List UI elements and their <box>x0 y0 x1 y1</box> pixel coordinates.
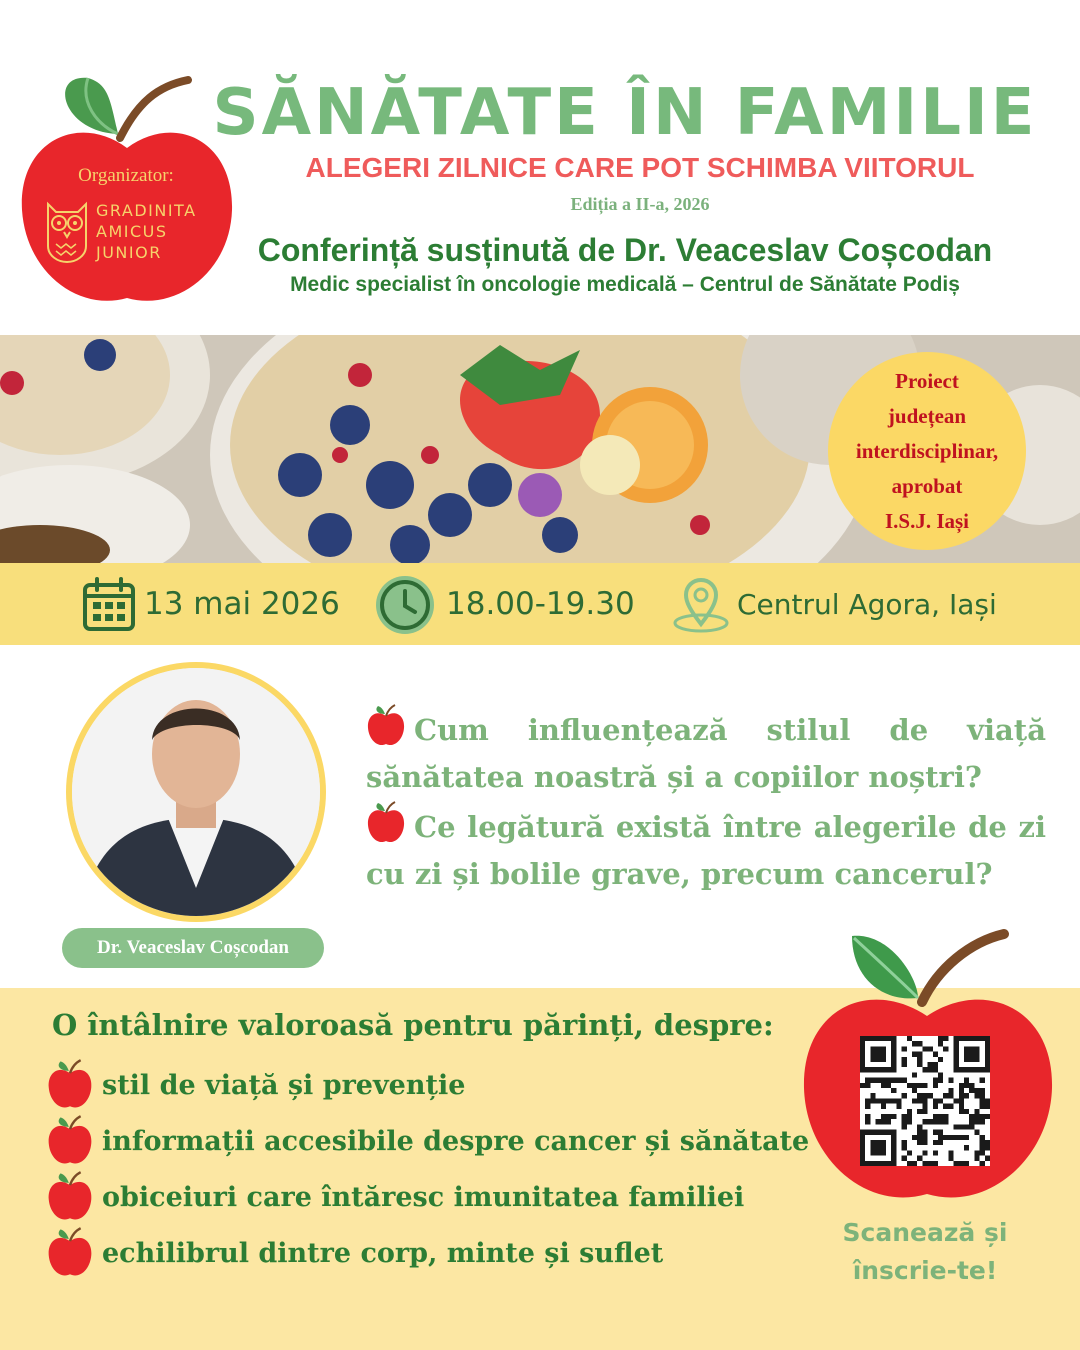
speaker-name-tag: Dr. Veaceslav Coșcodan <box>62 928 324 968</box>
speaker-heading: Conferință susținută de Dr. Veaceslav Coșcodan <box>257 232 993 268</box>
qr-code[interactable] <box>860 1036 990 1166</box>
apple-icon <box>46 1227 94 1279</box>
speaker-photo <box>72 668 320 916</box>
clock-icon <box>374 574 436 636</box>
owl-icon <box>42 196 92 264</box>
calendar-icon <box>82 576 136 632</box>
organizer-label: Organizator: <box>78 165 174 186</box>
event-time: 18.00-19.30 <box>446 586 635 622</box>
audience-list-item <box>46 1228 816 1278</box>
project-badge <box>828 352 1026 550</box>
badge-line: Proiect <box>895 368 959 393</box>
audience-item-text: stil de viață și prevenție <box>102 1069 466 1101</box>
signup-cta-line: înscrie-te! <box>852 1256 998 1285</box>
audience-list-item <box>46 1116 816 1166</box>
question-text: Cum influențează stilul de viață sănătatea noastră și a copiilor noștri? <box>366 713 1046 794</box>
audience-list-item <box>46 1172 816 1222</box>
page-title: SĂNĂTATE ÎN FAMILIE <box>212 76 1038 150</box>
organizer-name-line: JUNIOR <box>96 243 162 262</box>
badge-line: aprobat <box>891 473 963 498</box>
apple-icon <box>366 704 406 748</box>
question-item <box>366 801 1046 898</box>
speaker-specialty: Medic specialist în oncologie medicală – Centrul de Sănătate Podiș <box>290 273 960 296</box>
audience-list-item <box>46 1060 816 1110</box>
signup-cta-line: Scanează și <box>842 1218 1008 1247</box>
event-date: 13 mai 2026 <box>144 586 340 622</box>
audience-item-text: obiceiuri care întăresc imunitatea familiei <box>102 1181 745 1213</box>
signup-cta <box>820 1214 1030 1290</box>
page-subtitle: ALEGERI ZILNICE CARE POT SCHIMBA VIITORUL <box>305 152 975 183</box>
event-location: Centrul Agora, Iași <box>737 588 997 621</box>
questions-block <box>366 704 1046 898</box>
edition-label: Ediția a II-a, 2026 <box>570 194 710 214</box>
organizer-name-line: AMICUS <box>96 222 168 241</box>
badge-line: județean <box>887 403 967 428</box>
audience-title: O întâlnire valoroasă pentru părinți, despre: <box>52 1008 774 1042</box>
question-item <box>366 704 1046 801</box>
project-badge-text <box>837 364 1017 539</box>
apple-icon <box>46 1059 94 1111</box>
audience-item-text: echilibrul dintre corp, minte și suflet <box>102 1237 664 1269</box>
location-pin-icon <box>670 578 732 634</box>
badge-line: I.S.J. Iași <box>884 508 970 533</box>
audience-item-text: informații accesibile despre cancer și sănătate <box>102 1125 810 1157</box>
question-text: Ce legătură există între alegerile de zi cu zi și bolile grave, precum cancerul? <box>366 810 1046 891</box>
apple-icon <box>366 801 406 845</box>
badge-line: interdisciplinar, <box>855 438 999 463</box>
apple-icon <box>46 1115 94 1167</box>
organizer-name-line: GRADINITA <box>96 201 197 220</box>
organizer-name <box>96 200 216 263</box>
apple-icon <box>46 1171 94 1223</box>
